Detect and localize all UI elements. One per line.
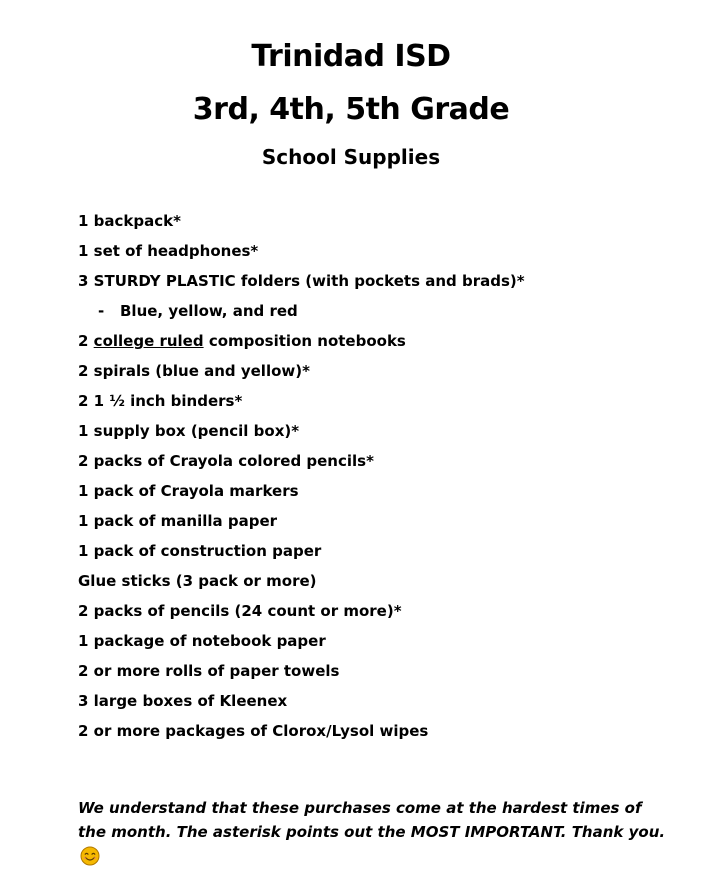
- list-item: 2 or more packages of Clorox/Lysol wipes: [78, 722, 429, 740]
- item-suffix: composition notebooks: [203, 332, 406, 350]
- list-item: 1 set of headphones*: [78, 242, 259, 260]
- folder-colors: Blue, yellow, and red: [120, 302, 298, 320]
- list-item: 3 large boxes of Kleenex: [78, 692, 288, 710]
- note-line-1: We understand that these purchases come at the hardest times of: [78, 799, 642, 817]
- item-prefix: 2: [78, 332, 94, 350]
- school-district-title: Trinidad ISD: [251, 39, 451, 74]
- dash-bullet: -: [98, 302, 105, 320]
- list-item: [78, 329, 525, 359]
- supplies-subtitle: School Supplies: [261, 145, 441, 169]
- smiley-face-icon: [80, 846, 100, 866]
- list-item: 1 backpack*: [78, 212, 181, 230]
- list-item: 1 pack of Crayola markers: [78, 482, 299, 500]
- grade-level-title: 3rd, 4th, 5th Grade: [192, 92, 510, 127]
- list-item: 2 spirals (blue and yellow)*: [78, 362, 310, 380]
- list-item: 1 pack of construction paper: [78, 542, 322, 560]
- supply-list: [78, 209, 525, 749]
- list-item: Glue sticks (3 pack or more): [78, 572, 317, 590]
- list-item: 1 package of notebook paper: [78, 632, 326, 650]
- list-item: 3 STURDY PLASTIC folders (with pockets and brads)*: [78, 272, 525, 290]
- list-item: 2 or more rolls of paper towels: [78, 662, 340, 680]
- closing-note: [78, 796, 666, 844]
- note-line-2: the month. The asterisk points out the MOST IMPORTANT. Thank you.: [78, 823, 666, 841]
- list-item: 2 packs of Crayola colored pencils*: [78, 452, 374, 470]
- underlined-text: college ruled: [93, 332, 204, 350]
- list-item: 1 pack of manilla paper: [78, 512, 278, 530]
- list-sub-item: [78, 299, 525, 329]
- list-item: 1 supply box (pencil box)*: [78, 422, 300, 440]
- list-item: 2 packs of pencils (24 count or more)*: [78, 602, 402, 620]
- list-item: 2 1 ½ inch binders*: [78, 392, 243, 410]
